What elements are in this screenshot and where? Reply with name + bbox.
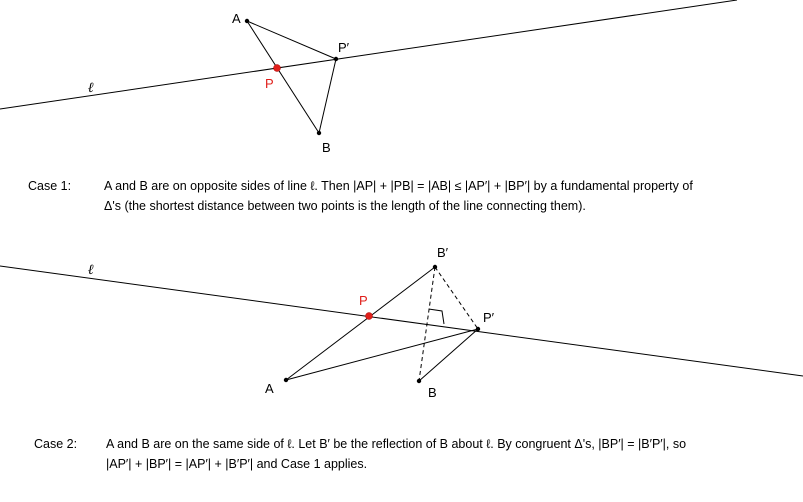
point-P-2 bbox=[366, 313, 373, 320]
label-P-prime-1: P′ bbox=[338, 40, 350, 55]
point-P-prime-1 bbox=[334, 57, 338, 61]
case2-text-line1: A and B are on the same side of ℓ. Let B′ be the reflection of B about ℓ. By congruent Δ's, |BP′| = |B′P′|, so bbox=[106, 437, 687, 451]
point-B-2 bbox=[417, 379, 421, 383]
point-B-1 bbox=[317, 131, 321, 135]
point-P-prime-2 bbox=[476, 327, 480, 331]
case1-label: Case 1: bbox=[28, 179, 72, 193]
segment-AP-prime-1 bbox=[247, 21, 336, 59]
label-ell-1: ℓ bbox=[88, 80, 94, 96]
point-B-prime-2 bbox=[433, 265, 437, 269]
label-A-1: A bbox=[232, 11, 241, 26]
segment-AB-1 bbox=[247, 21, 319, 133]
case2-text-line2: |AP′| + |BP′| = |AP′| + |B′P′| and Case 1 applies. bbox=[106, 457, 368, 471]
label-B-prime-2: B′ bbox=[437, 245, 449, 260]
case1-text-line1: A and B are on opposite sides of line ℓ. Then |AP| + |PB| = |AB| ≤ |AP′| + |BP′| by a fundamental property of bbox=[104, 179, 693, 193]
segment-B-prime-P-prime-dashed-2 bbox=[435, 267, 478, 329]
segment-AB-prime-2 bbox=[286, 267, 435, 380]
point-A-2 bbox=[284, 378, 288, 382]
label-B-1: B bbox=[322, 140, 331, 155]
label-B-2: B bbox=[428, 385, 437, 400]
label-P-1: P bbox=[265, 76, 274, 91]
label-ell-2: ℓ bbox=[88, 262, 94, 278]
label-P-prime-2: P′ bbox=[483, 310, 495, 325]
line-ell-2 bbox=[0, 266, 803, 376]
point-A-1 bbox=[245, 19, 249, 23]
case2-diagram bbox=[0, 245, 803, 400]
segment-BP-prime-1 bbox=[319, 59, 336, 133]
label-P-2: P bbox=[359, 293, 368, 308]
label-A-2: A bbox=[265, 381, 274, 396]
right-angle-marker bbox=[429, 309, 444, 324]
line-ell-1 bbox=[0, 0, 737, 109]
case1-text-line2: Δ's (the shortest distance between two points is the length of the line connecting them). bbox=[104, 199, 586, 213]
point-P-1 bbox=[274, 65, 281, 72]
case1-diagram bbox=[0, 0, 737, 155]
case2-label: Case 2: bbox=[34, 437, 78, 451]
